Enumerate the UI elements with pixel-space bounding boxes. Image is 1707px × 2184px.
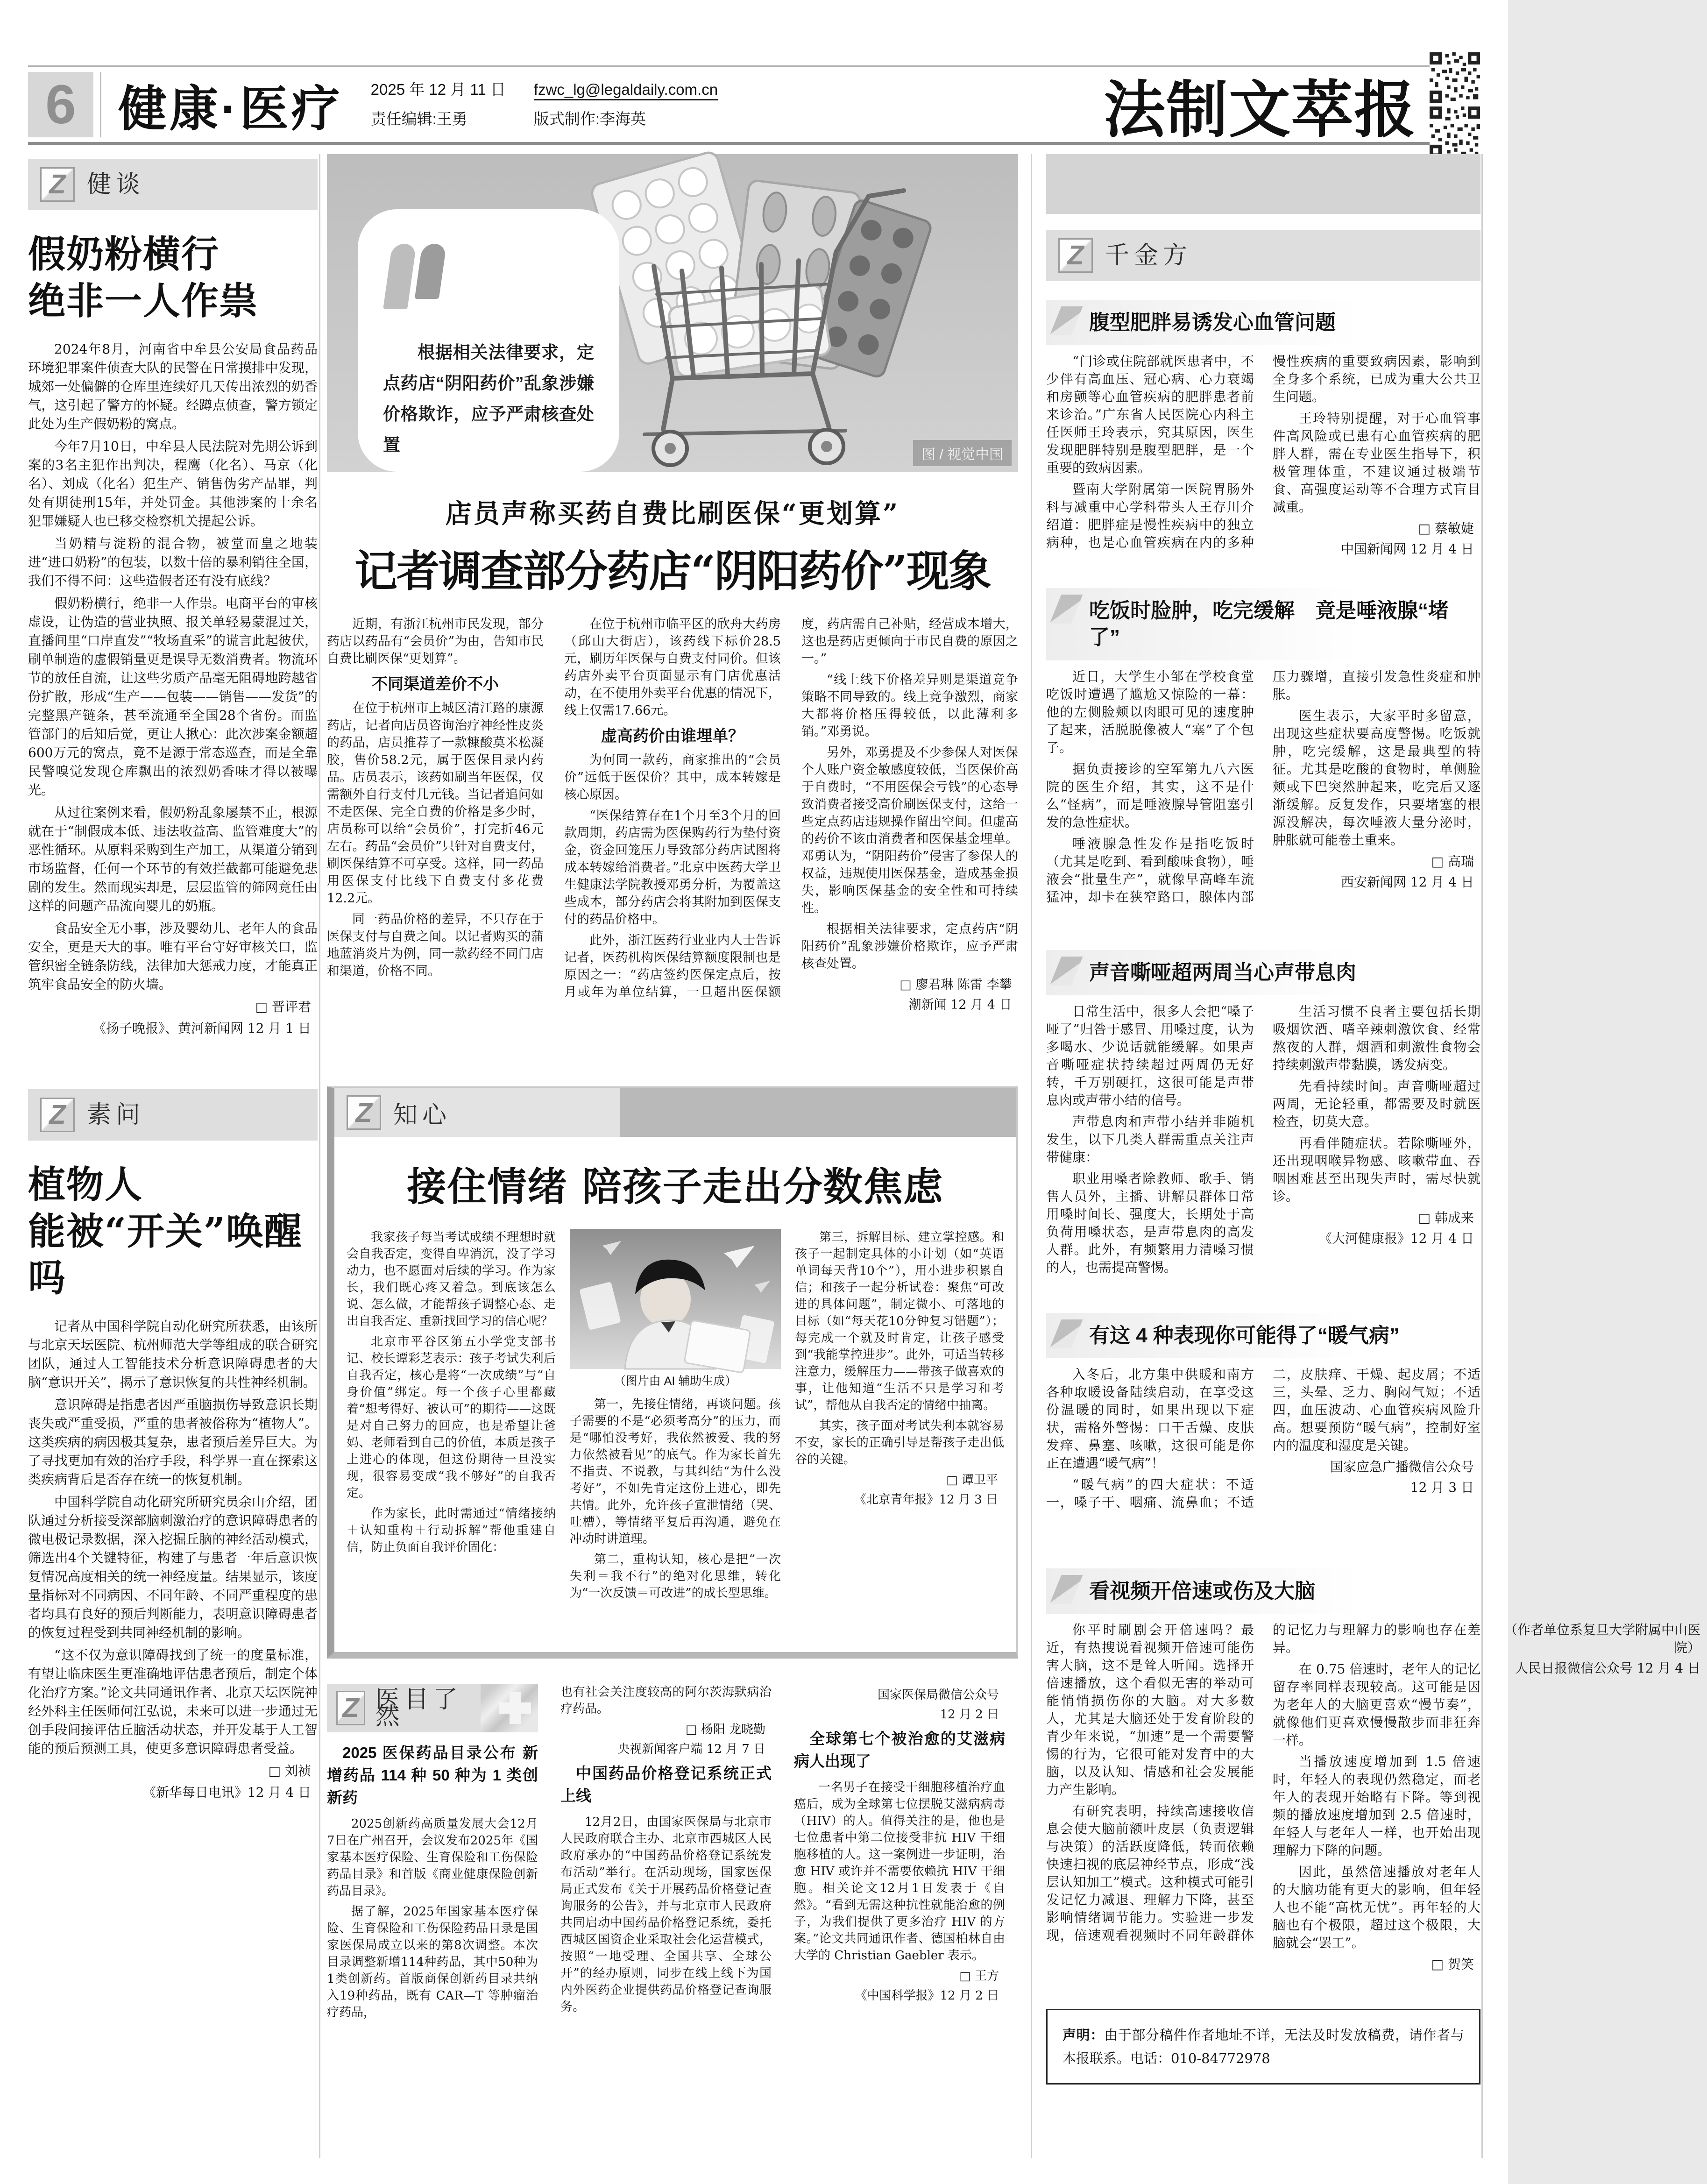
photo-credit: 图 / 视觉中国: [913, 440, 1012, 466]
zhixin-col-2-text: [570, 1396, 781, 1602]
paragraph: 唾液腺急性发作是指吃饭时（尤其是吃到、看到酸味食物），唾液会“批量生产”，就像早高峰车流猛冲，却卡在狭窄路口，腺体内部压力骤增，直接引发急性炎症和肿胀。: [1046, 668, 1480, 905]
section-label: 医目了然: [375, 1686, 462, 1730]
paragraph: 生活习惯不良者主要包括长期吸烟饮酒、嗜辛辣刺激饮食、经常熬夜的人群，烟酒和刺激性食物会持续刺激声带黏膜，诱发病变。: [1273, 1003, 1480, 1072]
byline: 央视新闻客户端 12 月 7 日: [617, 1742, 765, 1756]
paragraph: “医保结算存在1个月至3个月的回款周期，药店需为医保购药行为垫付资金，资金回笼压力导致部分药店试图将成本转嫁给消费者。”北京中医药大学卫生健康法学院教授邓勇分析，为覆盖这些成本，部分药店会将其附加到医保支付的药品价格中。: [564, 808, 781, 927]
byline: 《扬子晚报》、黄河新闻网 12 月 1 日: [92, 1021, 311, 1036]
left-column: [28, 159, 318, 1802]
article-body: [1046, 668, 1480, 920]
paragraph: 也有社会关注度较高的阿尔茨海默病治疗药品。: [560, 1685, 772, 1716]
top-gray-strip: [1046, 154, 1480, 214]
paragraph: 记者从中国科学院自动化研究所获悉，由该所与北京天坛医院、杭州师范大学等组成的联合研究团队，通过人工智能技术分析意识障碍患者的大脑“意识开关”，揭示了意识恢复的共性神经机制。: [28, 1319, 318, 1390]
byline: □ 贺笑: [1431, 1957, 1474, 1972]
yimu-col-2: [560, 1684, 772, 2095]
paragraph: 第二，重构认知，核心是把“一次失利＝我不行”的绝对化思维，转化为“一次反馈＝可改进”的成长型思维。: [570, 1553, 781, 1600]
item-title: 全球第七个被治愈的艾滋病病人出现了: [794, 1730, 1005, 1770]
pull-quote-text: 根据相关法律要求，定点药店“阴阳药价”乱象涉嫌价格欺诈，应予严肃核查处置: [383, 343, 594, 454]
zhixin-col-2: [570, 1229, 781, 1640]
byline: □ 韩成来: [1418, 1210, 1474, 1226]
z-logo-icon: Z: [336, 1691, 365, 1725]
article-body: [1046, 1003, 1480, 1283]
article-shengdai-xirou: [1046, 950, 1480, 1283]
quote-mark-icon: [388, 244, 594, 309]
paragraph: 日常生活中，很多人会把“嗓子哑了”归咎于感冒、用嗓过度，认为多喝水、少说话就能缓解。如果声音嘶哑症状持续超过两周仍无好转，千万别硬扛，这很可能是声带息肉或声带小结的信号。: [1046, 1003, 1254, 1108]
article-title: 声音嘶哑超两周当心声带息肉: [1046, 950, 1480, 995]
paragraph: 因此，虽然倍速播放对老年人的大脑功能有更大的影响，但年轻人也不能“高枕无忧”。再年轻的大脑也有个极限，超过这个极限，大脑就会“罢工”。: [1273, 1864, 1480, 1951]
zhixin-col-1: [347, 1229, 556, 1640]
qr-code-bottom: [1430, 106, 1480, 157]
paragraph: 你平时刷剧会开倍速吗？最近，有热搜说看视频开倍速可能伤害大脑，这不是耸人听闻。选择开倍速播放，这个看似无害的举动可能悄悄损伤你的大脑。对大多数人，尤其是大脑还处于发育阶段的青少年来说，“加速”是一个需要警惕的行为，它很可能对发育中的大脑，以及认知、情感和社会发展能力产生影响。: [1046, 1622, 1254, 1798]
paragraph: 2025创新药高质量发展大会12月7日在广州召开，会议发布2025年《国家基本医疗保险、生育保险和工伤保险药品目录》和首版《商业健康保险创新药品目录》。: [327, 1816, 538, 1898]
byline: 人民日报微信公众号 12 月 4 日: [1515, 1660, 1700, 1676]
section-bar-suwen: [28, 1089, 318, 1141]
byline: □ 谭卫平: [946, 1473, 998, 1487]
column-rule-left: [319, 154, 320, 2158]
right-column: [1046, 154, 1700, 2085]
article-fuxing-feipang: [1046, 300, 1480, 558]
paragraph: 2024年8月，河南省中牟县公安局食品药品环境犯罪案件侦查大队的民警在日常摸排中发现，城郊一处偏僻的仓库里连续好几天传出浓烈的奶香气，这引起了警方的怀疑。经蹲点侦查，警方锁定此处为生产假奶粉的窝点。: [28, 341, 318, 432]
main-kicker: 店员声称买药自费比刷医保“更划算”: [445, 498, 900, 529]
paragraph: 为何同一款药，商家推出的“会员价”远低于医保价？其中，成本转嫁是核心原因。: [564, 753, 781, 802]
page-header: [28, 65, 1480, 145]
byline: 潮新闻 12 月 4 日: [908, 998, 1012, 1012]
layout-credit: 版式制作:李海英: [533, 110, 646, 128]
paragraph: 王玲特别提醒，对于心血管事件高风险或已患有心血管疾病的肥胖人群，需在专业医生指导下，积极管理体重，不建议通过极端节食、高强度运动等不合理方式盲目减重。: [1273, 411, 1480, 515]
paragraph: 当播放速度增加到 1.5 倍速时，年轻人的表现仍然稳定，而老年人的表现开始略有下降。等到视频的播放速度增加到 2.5 倍速时，年轻人与老年人一样，也开始出现理解力下降的问题。: [1273, 1754, 1480, 1858]
byline: □ 刘祯: [268, 1763, 311, 1779]
zhixin-columns: [334, 1229, 1016, 1640]
section-label: 千金方: [1105, 242, 1192, 269]
statement-lead: 声明：: [1062, 2027, 1105, 2043]
paragraph: 据了解，2025年国家基本医疗保险、生育保险和工伤保险药品目录是国家医保局成立以来的第8次调整。本次目录调整新增114种药品，其中50种为1类创新药。首版商保创新药目录共纳入19种药品，既有 CAR—T 等肿瘤治疗药品，: [327, 1904, 538, 2020]
pull-quote-card: [358, 209, 619, 472]
paragraph: 职业用嗓者除教师、歌手、销售人员外，主播、讲解员群体日常用嗓时间长、强度大，长期处于高负荷用嗓状态，是声带息肉的高发人群。此外，有频繁用力清嗓习惯的人，也需提高警惕。: [1046, 1170, 1254, 1275]
article-body: [1046, 1366, 1480, 1539]
paragraph: 声带息肉和声带小结并非随机发生，以下几类人群需重点关注声带健康：: [1046, 1113, 1254, 1165]
paragraph: 从过往案例来看，假奶粉乱象屡禁不止，根源就在于“制假成本低、违法收益高、监管难度大”的恶性循环。从原料采购到生产加工，从渠道分销到市场监督，任何一个环节的有效拦截都可能避免悲剧的发生。然而现实却是，层层监管的筛网竟任由这样的问题产品流向婴儿的奶瓶。: [28, 805, 318, 914]
header-divider: [100, 72, 101, 137]
paragraph: 作为家长，此时需通过“情绪接纳＋认知重构＋行动拆解”帮他重建自信，防止负面自我评价固化：: [347, 1507, 556, 1554]
byline: □ 蔡敏婕: [1418, 521, 1474, 537]
paragraph: 医生表示，大家平时多留意，出现这些症状要高度警惕。吃饭就肿，吃完缓解，这是最典型的特征。尤其是吃酸的食物时，单侧脸颊或下巴突然肿起来，吃完后又逐渐缓解。反复发作，只要堵塞的根源没解决，每次唾液大量分泌时，肿胀就可能卷土重来。: [1273, 708, 1480, 848]
page-number: 6: [28, 72, 93, 137]
masthead: 法制文萃报: [1104, 73, 1417, 146]
article-nuanqibing: [1046, 1313, 1480, 1539]
byline: 中国新闻网 12 月 4 日: [1340, 541, 1474, 557]
paragraph: 入冬后，北方集中供暖和南方各种取暖设备陆续启动，在享受这份温暖的同时，如果出现以下症状，需格外警惕：口干舌燥、皮肤发痒、鼻塞、咳嗽，这很可能是你正在遭遇“暖气病”！: [1046, 1366, 1254, 1471]
qr-code-top: [1430, 52, 1480, 103]
byline: 12 月 2 日: [940, 1708, 999, 1722]
yimu-col-1: [327, 1684, 538, 2095]
byline: 《大河健康报》12 月 4 日: [1318, 1230, 1474, 1246]
date-editor-block: [371, 75, 506, 134]
article-body: [1046, 1621, 1700, 1976]
byline: 《中国科学报》12 月 2 日: [855, 1988, 999, 2003]
item-title: 中国药品价格登记系统正式上线: [560, 1765, 772, 1804]
byline: □ 晋评君: [255, 999, 311, 1014]
paragraph: 在 0.75 倍速时，老年人的记忆留存率同样表现较高。这可能是因为老年人的大脑更喜欢“慢节奏”，就像他们更喜欢慢慢散步而非狂奔一样。: [1273, 1661, 1480, 1748]
yimuliaoran-section: [327, 1684, 1018, 2095]
section-bar-zhixin: [334, 1088, 1016, 1137]
article-beisu-danao: [1046, 1568, 1700, 1976]
qr-code: [1430, 52, 1480, 157]
paragraph: 同一药品价格的差异，不只存在于医保支付与自费之间。以记者购买的蒲地蓝消炎片为例，同一款药经不同门店和渠道，价格不同。: [327, 912, 544, 979]
article-title: 有这 4 种表现你可能得了“暖气病”: [1046, 1313, 1480, 1358]
article-title: 看视频开倍速或伤及大脑: [1046, 1568, 1480, 1614]
email-address: fzwc_lg@legaldaily.com.cn: [534, 81, 718, 100]
section-bar-fill: [620, 1088, 1016, 1137]
zhixin-col-3: [795, 1229, 1004, 1640]
column-rule-center: [1031, 154, 1032, 2158]
student-paper-planes-image: [570, 1229, 781, 1369]
paragraph: “暖气病”的四大症状：不适一，嗓子干、咽痛、流鼻血；不适二，皮肤痒、干燥、起皮屑；不适三，头晕、乏力、胸闷气短；不适四，血压波动、心血管疾病风险升高。想要预防“暖气病”，控制好室内的温度和湿度是关键。: [1046, 1366, 1480, 1510]
issue-date: 2025 年 12 月 11 日: [370, 80, 506, 98]
section-bar-yimuliaoran: [327, 1684, 538, 1732]
paragraph: 在位于杭州市临平区的欣舟大药房（邱山大街店），该药线下标价28.5元，刷历年医保与自费支付同价。但该药店外卖平台页面显示有门店优惠活动，在不使用外卖平台优惠的情况下，线上仅需17.66元。: [564, 617, 781, 718]
paragraph: 意识障碍是指患者因严重脑损伤导致意识长期丧失或严重受损，严重的患者被俗称为“植物人”。这类疾病的病因极其复杂，患者预后差异巨大。为了寻找更加有效的治疗手段，科学界一直在探索这类疾病背后是否存在统一的恢复机制。: [28, 1397, 318, 1487]
article-body: [1046, 353, 1480, 558]
section-bar-qianjinfang: [1046, 230, 1480, 281]
yimu-col-3: [794, 1684, 1005, 2095]
paragraph: 假奶粉横行，绝非一人作祟。电商平台的审核虚设，让伪造的营业执照、报关单轻易蒙混过关，直播间里“口岸直发”“牧场直采”的谎言此起彼伏，刷单制造的虚假销量更是误导无数消费者。物流环节的放任自流，让这些劣质产品毫无阻碍地跨越省份扩散，形成“生产——包装——销售——发货”的完整黑产链条，甚至流通至全国28个省份。而监管部门的后知后觉，更让人揪心：此次涉案金额超600万元的窝点，竟不是源于常态巡查，而是全靠民警嗅觉发现仓库飘出的浓烈奶香味才得以被曝光。: [28, 596, 318, 798]
suwen-headline: 植物人 能被“开关”唤醒吗: [28, 1163, 303, 1300]
zhixin-illustration: [570, 1229, 781, 1390]
medical-cross-image: [481, 1684, 538, 1732]
byline: 西安新闻网 12 月 4 日: [1340, 874, 1474, 890]
byline: 12 月 3 日: [1410, 1479, 1474, 1495]
section-bar-jiantan: [28, 159, 318, 210]
byline: 《新华每日电讯》12 月 4 日: [142, 1785, 311, 1800]
paragraph: 先看持续时间。声音嘶哑超过两周，无论轻重，都需要及时就医检查，切莫大意。: [1273, 1078, 1480, 1129]
section-label: 素问: [87, 1101, 145, 1128]
column-rule-right: [1481, 154, 1483, 2158]
byline: 《北京青年报》12 月 3 日: [854, 1493, 998, 1507]
paragraph: 近日，大学生小邹在学校食堂吃饭时遭遇了尴尬又惊险的一幕：他的左侧脸颊以肉眼可见的速度肿了起来，活脱脱像被人“塞”了个包子。: [1046, 668, 1254, 755]
lead-photo: [327, 154, 1018, 472]
byline: □ 高瑞: [1431, 853, 1474, 869]
paragraph: 有研究表明，持续高速接收信息会使大脑前额叶皮层（负责逻辑与决策）的活跃度降低，转而依赖快速扫视的底层神经节点，形成“浅层认知加工”模式。这种模式可能引发记忆力减退、理解力下降，甚至影响情绪调节能力。实验进一步发现，倍速观看视频时不同年龄群体的记忆力与理解力的影响也存在差异。: [1046, 1622, 1480, 1943]
byline: □ 杨阳 龙晓勤: [685, 1723, 765, 1737]
section-label: 健谈: [87, 171, 145, 198]
section-label: 知心: [393, 1101, 452, 1129]
byline: □ 廖君琳 陈雷 李攀: [900, 978, 1012, 992]
paragraph: 根据相关法律要求，定点药店“阴阳药价”乱象涉嫌价格欺诈，应予严肃核查处置。: [801, 922, 1018, 971]
z-logo-icon: Z: [1058, 238, 1093, 273]
byline: 国家医保局微信公众号: [877, 1688, 999, 1702]
paragraph: 北京市平谷区第五小学党支部书记、校长谭彩芝表示：孩子考试失利后自我否定，核心是将“一次成绩”与“自身价值”绑定。每一个孩子心里都藏着“想考得好、被认可”的期待——这既是对自己努力的回应，也是希望让爸妈、老师看到自己的价值，本质是孩子上进心的体现，但这份期待一旦没实现，很容易变成“我不够好”的自我否定。: [347, 1335, 556, 1500]
paragraph: 再看伴随症状。若除嘶哑外，还出现咽喉异物感、咳嗽带血、吞咽困难甚至出现失声时，需尽快就诊。: [1273, 1135, 1480, 1204]
main-article-body: [327, 616, 1018, 1064]
jiantan-headline: 假奶粉横行 绝非一人作祟: [28, 232, 258, 323]
byline: □ 王方: [959, 1969, 999, 1983]
sub-heading: 虚高药价由谁埋单？: [601, 727, 744, 745]
paragraph: 今年7月10日，中牟县人民法院对先期公诉到案的3名主犯作出判决，程鹰（化名）、马京（化名）、刘成（化名）犯生产、销售伪劣产品罪，判处有期徒刑15年，并处罚金。其他涉案的十余名犯罪嫌疑人也已移交检察机关提起公诉。: [28, 439, 318, 529]
paragraph: 近期，有浙江杭州市民发现，部分药店以药品有“会员价”为由，告知市民自费比刷医保“更划算”。: [327, 617, 544, 666]
z-logo-icon: Z: [347, 1095, 381, 1130]
zhixin-section: [327, 1086, 1018, 1659]
z-logo-icon: Z: [40, 1098, 75, 1132]
contact-block: [534, 75, 718, 134]
paragraph: “这不仅为意识障碍找到了统一的度量标准，有望让临床医生更准确地评估患者预后，制定个体化治疗方案。”论文共同通讯作者、北京天坛医院神经外科主任医师何江弘说，未来可以进一步通过无创手段间接评估丘脑活动状态，并开发基于人工智能的预后预测工具，使更多意识障碍患者受益。: [28, 1647, 318, 1756]
paragraph: 在位于杭州市上城区清江路的康源药店，记者向店员咨询治疗神经性皮炎的药品，店员推荐了一款糠酸莫米松凝胶，售价58.2元，属于医保目录内药品。店员表示，该药如刷当年医保，仅需额外自行支付几元钱。当记者追问如不走医保、完全自费的价格是多少时，店员称可以给“会员价”，打完折46元左右。药品“会员价”只针对自费支付，刷医保结算不可享受。这样，同一药品用医保支付比线下自费支付多花费12.2元。: [327, 701, 544, 906]
paragraph: 12月2日，由国家医保局与北京市人民政府联合主办、北京市西城区人民政府承办的“中国药品价格登记系统发布活动”举行。在活动现场，国家医保局正式发布《关于开展药品价格登记查询服务的公告》，并与北京市人民政府共同启动中国药品价格登记系统，委托西城区国资企业采取社会化运营模式，按照“一地受理、全国共享、全球公开”的经办原则，同步在线上线下为国内外医药企业提供药品价格登记查询服务。: [560, 1815, 772, 2014]
paragraph: 第一，先接住情绪，再谈问题。孩子需要的不是“必须考高分”的压力，而是“哪怕没考好，我依然被爱、我的努力依然被看见”的底气。作为家长首先不指责、不说教，与其纠结“为什么没考好”，不如先肯定这份上进心，即先共情。此外，允许孩子宣泄情绪（哭、吐槽），等情绪平复后再沟通，避免在冲动时讲道理。: [570, 1397, 781, 1546]
byline: （作者单位系复旦大学附属中山医院）: [1504, 1622, 1700, 1656]
paragraph: 食品安全无小事，涉及婴幼儿、老年人的食品安全，更是天大的事。唯有平台守好审核关口，监管织密全链条防线，法律加大惩戒力度，才能真正筑牢食品安全的防火墙。: [28, 921, 318, 992]
paragraph: 我家孩子每当考试成绩不理想时就会自我否定，变得自卑消沉，没了学习动力，也不愿面对后续的学习。作为家长，我们既心疼又着急。到底该怎么说、怎么做，才能帮孩子调整心态、走出自我否定、重新找回学习的信心呢？: [347, 1230, 556, 1328]
article-jiantan: [28, 159, 318, 1038]
paragraph: 一名男子在接受干细胞移植治疗血癌后，成为全球第七位摆脱艾滋病病毒（HIV）的人。值得关注的是，他也是七位患者中第二位接受非抗 HIV 干细胞移植的人。这一案例进一步证明，治愈 HIV 或许并不需要依赖抗 HIV 干细胞。相关论文12月1日发表于《自然》。“看到无需这种抗性就能治愈的例子，为我们提供了更多治疗 HIV 的方案。”论文共同通讯作者、德国柏林自由大学的 Christian Gaebler 表示。: [794, 1780, 1005, 1963]
editor-credit: 责任编辑:王勇: [370, 110, 467, 128]
paragraph: 当奶精与淀粉的混合物，被堂而皇之地装进“进口奶粉”的包装，以数十倍的暴利销往全国，我们不得不问：这些造假者还有没有底线？: [28, 536, 318, 589]
statement-box: [1046, 2009, 1480, 2085]
item-title: 2025 医保药品目录公布 新增药品 114 种 50 种为 1 类创新药: [327, 1744, 538, 1806]
byline: 国家应急广播微信公众号: [1330, 1459, 1474, 1475]
center-column: [327, 154, 1018, 2095]
z-logo-icon: Z: [40, 167, 75, 202]
paragraph: 第三，拆解目标、建立掌控感。和孩子一起制定具体的小计划（如“英语单词每天背10个”），用小进步积累自信；和孩子一起分析试卷：聚焦“可改进的具体问题”，制定微小、可落地的目标（如“每天花10分钟复习错题”）；每完成一个就及时肯定，让孩子感受到“我能掌控进步”。此外，可适当转移注意力，缓解压力——带孩子做喜欢的事，让他知道“生活不只是学习和考试”，帮他从自我否定的情绪中抽离。: [795, 1230, 1004, 1412]
statement-text: 由于部分稿件作者地址不详，无法及时发放稿费，请作者与本报联系。电话：010-84772978: [1062, 2027, 1464, 2067]
paragraph: 此外，浙江医药行业业内人士告诉记者，医药机构医保结算额度限制也是原因之一：“药店签约医保定点后，按月或年为单位结算，一旦超出医保额度，药店需自己补贴，经营成本增大，这也是药店更倾向于市民自费的原因之一。”: [564, 617, 1018, 1000]
paragraph: 中国科学院自动化研究所研究员余山介绍，团队通过分析接受深部脑刺激治疗的意识障碍患者的微电极记录数据，深入挖掘丘脑的神经活动模式，筛选出4个关键特征，构建了与患者一年后意识恢复情况高度相关的统一神经度量。结果显示，该度量指标对不同病因、不同年龄、不同严重程度的患者均具有良好的预后判断能力，表明意识障碍患者的恢复过程受到共同神经机制的影响。: [28, 1494, 318, 1640]
article-title: 吃饭时脸肿，吃完缓解 竟是唾液腺“堵了”: [1046, 588, 1480, 660]
paragraph: “线上线下价格差异则是渠道竞争策略不同导致的。线上竞争激烈，商家大都将价格压得较低，以此薄利多销。”邓勇说。: [801, 673, 1018, 739]
paragraph: “门诊或住院部就医患者中，不少伴有高血压、冠心病、心力衰竭和房颤等心血管疾病的肥胖患者前来诊治。”广东省人民医院心内科主任医师王玲表示，究其原因，医生发现肥胖特别是腹型肥胖，是一个重要的致病因素。: [1046, 354, 1254, 476]
zhixin-headline: 接住情绪 陪孩子走出分数焦虑: [407, 1163, 944, 1210]
suwen-body: [28, 1317, 318, 1802]
section-title: 健康·医疗: [118, 82, 343, 136]
paragraph: 另外，邓勇提及不少参保人对医保个人账户资金敏感度较低，当医保价高于自费时，“不用医保会亏钱”的心态导致消费者接受高价刷医保支付，这给一些定点药店违规操作留出空间。但虚高的药价不该由消费者和医保基金埋单。邓勇认为，“阴阳药价”侵害了参保人的权益，违规使用医保基金，造成基金损失，影响医保基金的安全性和可持续性。: [801, 745, 1018, 915]
article-suwen: [28, 1089, 318, 1802]
jiantan-body: [28, 340, 318, 1038]
image-caption: （图片由 AI 辅助生成）: [614, 1375, 737, 1388]
sub-heading: 不同渠道差价不小: [372, 675, 499, 693]
paragraph: 其实，孩子面对考试失利本就容易不安，家长的正确引导是帮孩子走出低谷的关键。: [795, 1419, 1004, 1467]
yimu-col-1-text: [327, 1742, 538, 2021]
paragraph: 暨南大学附属第一医院胃肠外科与减重中心学科带头人王存川介绍道：肥胖症是慢性疾病中的独立病种，也是心血管疾病在内的多种慢性疾病的重要致病因素，影响到全身多个系统，已成为重大公共卫生问题。: [1046, 354, 1480, 551]
main-headline: 记者调查部分药店“阴阳药价”现象: [354, 546, 991, 596]
paragraph: 据负责接诊的空军第九八六医院的医生介绍，其实，这不是什么“怪病”，而是唾液腺导管阻塞引发的急性症状。: [1046, 761, 1254, 830]
article-tuoyexian: [1046, 588, 1480, 920]
article-title: 腹型肥胖易诱发心血管问题: [1046, 300, 1480, 345]
